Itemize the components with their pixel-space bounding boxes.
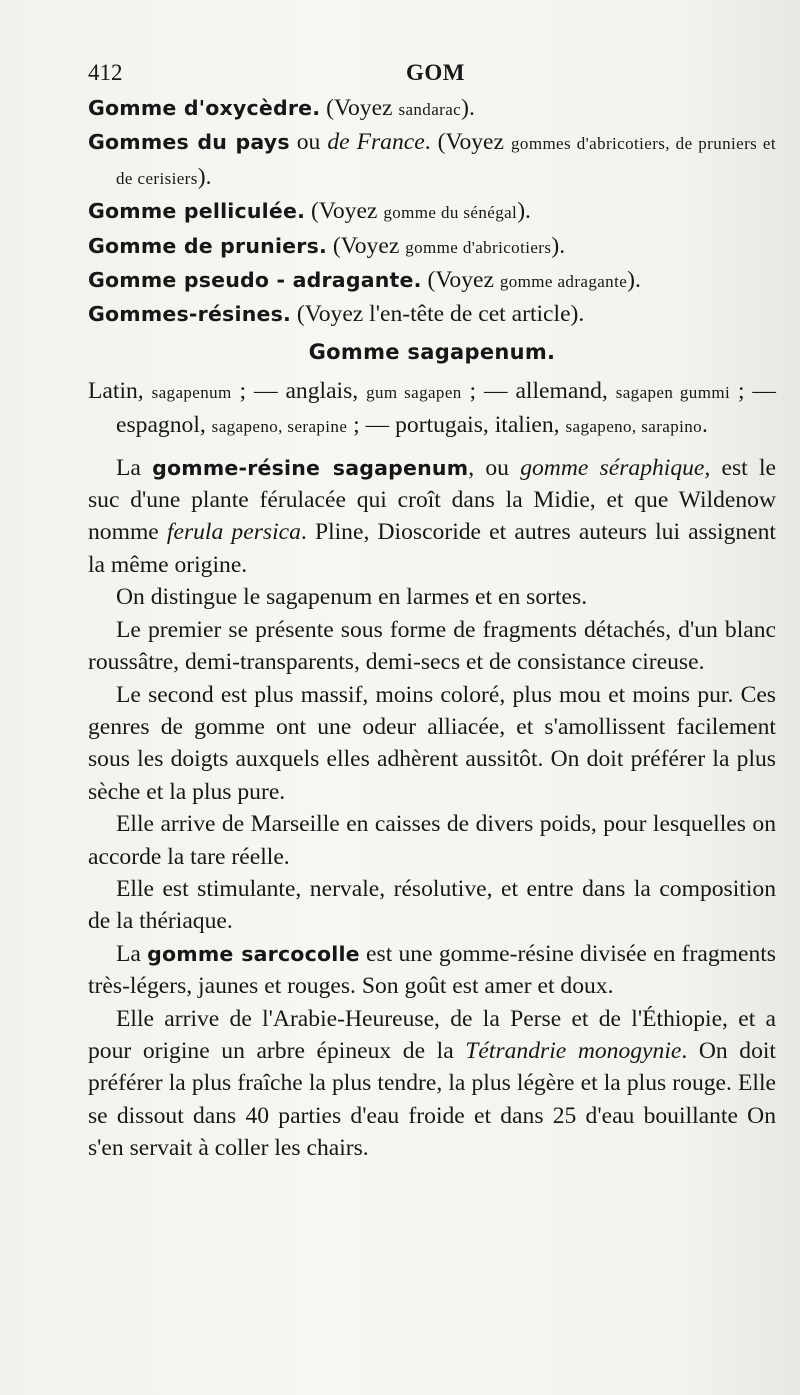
paragraph: On distingue le sagapenum en larmes et en sortes. <box>116 584 588 611</box>
running-header <box>88 52 776 92</box>
paragraph: Elle arrive de l'Arabie-Heureuse, de la Perse et de l'Éthiopie, et a pour origine un arbre épineux de la Tétrandrie monogynie. On doit préférer la plus fraîche la plus tendre, la plus légère et la plus rouge. Elle se dissout dans 40 parties d'eau froide et dans 25 d'eau bouillante On s'en servait à coller les chairs. <box>88 1005 776 1162</box>
paragraph: Elle arrive de Marseille en caisses de divers poids, pour lesquelles on accorde la tare réelle. <box>88 811 776 870</box>
entry: Gomme pseudo - adragante. (Voyez gomme adragante). <box>88 267 641 294</box>
body-text <box>88 452 776 1165</box>
entry: Gomme d'oxycèdre. (Voyez sandarac). <box>88 95 475 121</box>
entry: Gomme pelliculée. (Voyez gomme du sénégal). <box>88 198 531 225</box>
entry-term: Gommes-résines. <box>88 302 291 327</box>
entry: Gomme de pruniers. (Voyez gomme d'abricotiers). <box>88 232 566 259</box>
cross-reference: gomme du sénégal <box>383 203 518 223</box>
cross-reference: gomme d'abricotiers <box>405 237 552 257</box>
paragraph: La gomme sarcocolle est une gomme-résine divisée en fragments très-légers, jaunes et rouges. Son goût est amer et doux. <box>88 940 776 1000</box>
page-number: 412 <box>88 60 123 85</box>
paragraph: La gomme-résine sagapenum, ou gomme séraphique, est le suc d'une plante férulacée qui croît dans la Midie, et que Wildenow nomme ferula persica. Pline, Dioscoride et autres auteurs lui assignent la même origine. <box>88 454 776 578</box>
entry-term: Gomme de pruniers. <box>88 233 327 258</box>
entry-term: Gommes du pays <box>88 130 290 155</box>
page-content <box>88 52 776 1165</box>
section-title: Gomme sagapenum. <box>308 339 556 364</box>
cross-reference: sandarac <box>398 100 462 119</box>
paragraph: Le second est plus massif, moins coloré, plus mou et moins pur. Ces genres de gomme ont une odeur alliacée, et s'amollissent facilement sous les doigts auxquels elles adhèrent aussitôt. On doit préférer la plus sèche et la plus pure. <box>88 681 776 805</box>
paragraph: Le premier se présente sous forme de fragments détachés, d'un blanc roussâtre, demi-transparents, demi-secs et de consistance cireuse. <box>88 616 776 676</box>
term-highlight: gomme sarcocolle <box>147 941 360 966</box>
term-highlight: gomme-résine sagapenum <box>152 455 469 480</box>
entry-term: Gomme pelliculée. <box>88 199 306 224</box>
entry-term: Gomme d'oxycèdre. <box>88 96 321 120</box>
cross-reference: gomme adragante <box>499 272 628 292</box>
cross-reference: gommes d'abricotiers, de pruniers et de cerisiers <box>116 134 776 188</box>
entry: Gommes du pays ou de France. (Voyez gommes d'abricotiers, de pruniers et de cerisiers). <box>88 129 776 190</box>
paragraph: Elle est stimulante, nervale, résolutive, et entre dans la composition de la thériaque. <box>88 875 776 935</box>
entry-term: Gomme pseudo - adragante. <box>88 268 422 293</box>
synonyms-line: Latin, sagapenum ; — anglais, gum sagapen ; — allemand, sagapen gummi ; — espagnol, sagapeno, serapine ; — portugais, italien, sagapeno, sarapino. <box>88 377 776 439</box>
entry: Gommes-résines. (Voyez l'en-tête de cet article). <box>88 301 585 328</box>
running-title: GOM <box>406 60 465 85</box>
cross-reference-entries <box>88 92 776 331</box>
